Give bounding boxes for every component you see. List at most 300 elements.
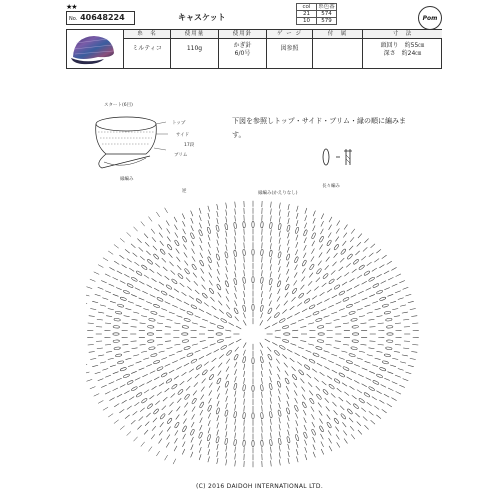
stitch-mark (159, 383, 164, 386)
stitch-mark (353, 259, 359, 265)
stitch-mark (328, 360, 333, 362)
stitch-mark (312, 422, 315, 427)
stitch-mark (177, 389, 183, 395)
stitch-mark (150, 353, 157, 357)
stitch-mark (367, 312, 373, 313)
stitch-mark (288, 458, 289, 464)
hat-depth: 深さ 約24㎝ (383, 50, 422, 57)
stitch-mark (294, 383, 297, 388)
stitch-mark (271, 216, 272, 222)
stitch-mark (177, 351, 183, 353)
stitch-mark (119, 255, 124, 259)
stitch-mark (114, 318, 121, 321)
stitch-mark (379, 400, 384, 403)
stitch-mark (89, 351, 95, 352)
stitch-mark (176, 249, 180, 254)
stitch-mark (217, 325, 224, 329)
stitch-mark (235, 317, 239, 322)
stitch-mark (216, 436, 220, 443)
stitch-mark (184, 318, 191, 322)
stitch-mark (109, 382, 115, 384)
stitch-mark (177, 316, 183, 318)
stitch-mark (207, 434, 211, 441)
brim-stitch-mark (114, 420, 119, 424)
brim-stitch-mark (120, 426, 125, 430)
stitch-mark (229, 323, 234, 326)
stitch-mark (202, 285, 206, 290)
stitch-mark (106, 351, 112, 352)
stitch-mark (291, 367, 295, 371)
info-header-accessory: 付 属 (313, 30, 363, 39)
stitch-mark (122, 400, 127, 403)
stitch-mark (313, 218, 315, 224)
stitch-mark (226, 389, 228, 395)
stitch-mark (329, 217, 332, 222)
stitch-mark (226, 350, 232, 356)
stitch-mark (270, 236, 271, 242)
stitch-mark (325, 398, 329, 402)
stitch-mark (199, 440, 201, 446)
stitch-mark (379, 297, 386, 301)
stitch-mark (244, 270, 245, 276)
stitch-mark (208, 330, 214, 331)
stitch-mark (207, 405, 212, 412)
stitch-mark (350, 426, 354, 431)
stitch-mark (294, 272, 297, 277)
stitch-mark (200, 410, 203, 415)
stitch-mark (122, 323, 128, 324)
stitch-mark (351, 318, 358, 321)
label-brim: ブリム (174, 153, 188, 158)
stitch-mark (309, 304, 316, 309)
stitch-mark (260, 305, 264, 312)
stitch-mark (286, 225, 290, 232)
stitch-mark (282, 339, 289, 343)
stitch-mark (127, 380, 134, 385)
stitch-mark (336, 364, 341, 366)
hat-photo (68, 31, 118, 67)
stitch-mark (290, 358, 295, 362)
stitch-mark (406, 294, 412, 296)
stitch-mark (147, 333, 153, 335)
stitch-mark (153, 246, 157, 250)
stitch-mark (287, 316, 292, 319)
stitch-mark (277, 296, 280, 301)
stitch-mark (167, 435, 170, 440)
stitch-mark (147, 325, 154, 328)
stitch-mark (331, 312, 337, 314)
stitch-mark (375, 358, 381, 359)
stitch-mark (235, 419, 236, 425)
stitch-mark (95, 294, 101, 296)
pattern-number-prefix: No. (69, 16, 78, 22)
stitch-mark (261, 440, 264, 447)
stitch-mark (196, 364, 203, 370)
stitch-mark (343, 297, 350, 302)
stitch-mark (327, 376, 332, 379)
stitch-mark (153, 418, 157, 422)
stitch-mark (298, 347, 304, 349)
stitch-mark (267, 308, 272, 315)
stitch-mark (163, 267, 167, 271)
stitch-mark (142, 291, 147, 294)
stitch-mark (288, 444, 289, 450)
stitch-mark (243, 249, 246, 256)
stitch-mark (279, 345, 286, 350)
stitch-mark (341, 351, 347, 352)
stitch-mark (282, 354, 286, 358)
stitch-mark (204, 362, 209, 366)
stitch-mark (279, 238, 280, 244)
stitch-mark (342, 241, 346, 246)
stitch-mark (269, 439, 272, 446)
stitch-mark (131, 386, 138, 391)
stitch-mark (218, 301, 222, 306)
stitch-mark (334, 244, 340, 251)
stitch-mark (368, 386, 375, 391)
stitch-mark (329, 446, 332, 451)
stitch-mark (193, 391, 197, 396)
stitch-mark (180, 309, 186, 311)
stitch-mark (282, 325, 289, 329)
brim-stitch-mark (141, 222, 145, 227)
stitch-mark (210, 343, 216, 345)
brim-stitch-mark (156, 212, 159, 217)
stitch-mark (275, 337, 281, 338)
stitch-mark (200, 326, 206, 327)
stitch-mark (351, 229, 355, 234)
stitch-mark (277, 366, 280, 371)
stitch-mark (137, 239, 141, 243)
stitch-mark (260, 356, 264, 363)
stitch-mark (277, 381, 282, 388)
stitch-mark (192, 414, 195, 419)
stitch-mark (322, 273, 328, 279)
yarn-color-number: 579 (317, 18, 337, 25)
stitch-mark (192, 344, 198, 345)
stitch-mark (316, 278, 320, 282)
stitch-mark (269, 250, 272, 257)
stitch-mark (235, 236, 236, 242)
stitch-mark (372, 283, 379, 288)
stitch-mark (284, 284, 289, 291)
stitch-mark (322, 381, 327, 385)
stitch-mark (209, 280, 212, 285)
stitch-mark (105, 391, 110, 394)
stitch-mark (319, 425, 324, 432)
stitch-mark (284, 378, 289, 385)
stitch-mark (311, 232, 316, 239)
stitch-mark (235, 362, 237, 367)
stitch-mark (387, 261, 392, 264)
stitch-mark (175, 232, 178, 237)
stitch-mark (199, 447, 201, 453)
stitch-mark (182, 214, 185, 219)
stitch-mark (89, 316, 95, 317)
stitch-mark (342, 422, 346, 427)
stitch-mark (296, 213, 298, 219)
stitch-mark (343, 430, 347, 435)
stitch-mark (124, 351, 130, 352)
stitch-mark (286, 436, 290, 443)
stitch-mark (305, 208, 307, 214)
stitch-mark (296, 206, 298, 212)
stitch-mark (387, 294, 393, 296)
stitch-mark (182, 425, 187, 432)
stitch-mark (378, 344, 384, 345)
stitch-mark (374, 259, 379, 263)
stitch-mark (362, 384, 367, 387)
stitch-mark (307, 374, 311, 378)
label-reverse: 逆 (182, 189, 187, 194)
stitch-mark (322, 389, 328, 395)
brim-stitch-mark (120, 238, 125, 242)
stitch-mark (149, 346, 156, 349)
stitch-mark (352, 325, 359, 328)
stitch-mark (269, 362, 271, 367)
stitch-mark (317, 302, 322, 305)
stitch-mark (325, 265, 329, 269)
stitch-mark (355, 413, 359, 417)
stitch-mark (200, 253, 203, 258)
stitch-mark (216, 254, 220, 261)
stitch-mark (153, 360, 160, 364)
stitch-mark (192, 249, 195, 254)
stitch-mark (236, 326, 241, 329)
stitch-mark (358, 234, 362, 239)
stitch-mark (131, 420, 135, 424)
stitch-mark (176, 257, 180, 262)
stitch-mark (305, 454, 307, 460)
stitch-mark (140, 344, 146, 345)
stitch-mark (306, 316, 312, 318)
stitch-mark (116, 287, 122, 289)
stitch-mark (262, 392, 263, 398)
stitch-mark (399, 385, 404, 387)
stitch-mark (321, 214, 324, 219)
stitch-mark (372, 380, 379, 385)
stitch-mark (171, 393, 175, 397)
stitch-mark (290, 306, 295, 310)
stitch-mark (269, 301, 271, 306)
stitch-mark (217, 423, 219, 429)
brim-stitch-mark (94, 272, 99, 275)
stitch-mark (305, 447, 307, 453)
stitch-mark (261, 364, 262, 370)
stitch-mark (224, 438, 228, 445)
label-side: サイド (176, 133, 190, 138)
stitch-mark (229, 342, 234, 345)
stitch-mark (209, 265, 212, 270)
stitch-mark (108, 358, 114, 359)
stitch-mark (195, 290, 199, 294)
stitch-mark (117, 394, 122, 397)
stitch-mark (372, 365, 378, 367)
stitch-mark (387, 404, 392, 407)
stitch-mark (270, 398, 271, 404)
stitch-mark (109, 284, 115, 286)
stitch-mark (326, 422, 332, 429)
stitch-mark (332, 370, 337, 373)
stitch-mark (328, 278, 334, 284)
stitch-mark (252, 413, 254, 419)
stitch-mark (252, 277, 254, 283)
stitch-mark (226, 245, 227, 251)
stitch-mark (109, 398, 114, 401)
stitch-mark (351, 371, 356, 374)
stitch-mark (303, 410, 306, 415)
stitch-mark (174, 289, 179, 292)
stitch-mark (182, 325, 189, 328)
stitch-mark (235, 426, 236, 432)
stitch-mark (334, 410, 338, 415)
stitch-mark (196, 298, 203, 304)
stitch-mark (167, 348, 173, 349)
stitch-mark (186, 386, 190, 390)
stitch-mark (235, 405, 236, 411)
stitch-mark (358, 374, 363, 377)
stitch-mark (359, 351, 365, 352)
stitch-mark (308, 281, 312, 285)
stitch-mark (226, 210, 227, 216)
stitch-mark (186, 278, 190, 282)
stitch-mark (217, 232, 219, 238)
stitch-mark (269, 278, 273, 285)
stitch-mark (312, 369, 317, 373)
stitch-mark (100, 362, 106, 363)
stitch-mark (279, 417, 280, 423)
stitch-mark (219, 354, 223, 358)
stitch-mark (337, 388, 342, 392)
stitch-mark (350, 237, 354, 242)
stitch-mark (235, 243, 236, 249)
stitch-mark (117, 271, 122, 274)
stitch-mark (220, 345, 227, 350)
stitch-mark (347, 253, 353, 259)
stitch-mark (339, 358, 345, 360)
stitch-mark (321, 221, 324, 226)
stitch-mark (346, 360, 353, 364)
stitch-mark (390, 301, 396, 303)
stitch-mark (153, 253, 159, 259)
stitch-mark (191, 444, 193, 450)
stitch-mark (337, 442, 340, 447)
stitch-mark (141, 398, 148, 404)
stitch-mark (101, 385, 106, 387)
stitch-mark (304, 298, 311, 304)
stitch-mark (267, 347, 271, 352)
stitch-mark (365, 305, 371, 307)
stitch-mark (171, 278, 177, 284)
stitch-mark (97, 348, 103, 349)
stitch-mark (113, 325, 120, 328)
stitch-mark (270, 243, 271, 249)
stitch-mark (309, 273, 313, 278)
stitch-mark (98, 287, 104, 289)
stitch-mark (216, 378, 221, 385)
stitch-mark (399, 280, 404, 282)
brim-stitch-mark (94, 394, 99, 397)
stitch-mark (191, 452, 193, 458)
stitch-mark (199, 356, 204, 359)
stitch-mark (279, 445, 280, 451)
stitch-mark (300, 341, 306, 342)
stitch-mark (110, 365, 116, 367)
stitch-mark (332, 262, 336, 266)
stitch-mark (144, 430, 148, 435)
stitch-mark (362, 298, 368, 300)
stitch-mark (381, 281, 386, 284)
stitch-mark (334, 284, 341, 290)
stitch-mark (202, 292, 208, 298)
stitch-mark (208, 213, 210, 219)
stitch-mark (187, 311, 194, 316)
stitch-mark (318, 403, 322, 408)
stitch-mark (390, 365, 396, 367)
stitch-mark (277, 280, 282, 287)
stitch-mark (288, 451, 289, 457)
stitch-mark (278, 389, 280, 395)
stitch-mark (270, 405, 271, 411)
stitch-mark (296, 442, 298, 448)
stitch-mark (174, 376, 179, 379)
stitch-mark (292, 337, 298, 338)
stitch-mark (411, 351, 417, 352)
stitch-mark (270, 391, 271, 397)
stitch-mark (225, 330, 231, 331)
stitch-mark (243, 313, 245, 319)
stitch-mark (369, 411, 374, 415)
stitch-mark (167, 228, 170, 233)
stitch-mark (319, 411, 322, 416)
stitch-mark (184, 252, 187, 257)
stitch-mark (193, 273, 197, 278)
stitch-mark (379, 367, 386, 371)
stitch-mark (287, 269, 289, 274)
stitch-mark (243, 343, 246, 348)
stitch-mark (394, 351, 400, 352)
stitch-mark (261, 371, 262, 377)
stitch-mark (208, 235, 210, 241)
stitch-mark (296, 449, 298, 455)
stitch-mark (372, 397, 377, 400)
stitch-mark (269, 383, 273, 390)
stitch-mark (398, 298, 404, 300)
stitch-mark (184, 411, 187, 416)
stitch-mark (305, 223, 307, 229)
stitch-mark (371, 420, 375, 424)
stitch-mark (271, 209, 272, 215)
stitch-mark (135, 288, 140, 291)
stitch-mark (218, 371, 221, 376)
stitch-mark (131, 371, 137, 373)
stitch-mark (235, 347, 239, 352)
stitch-mark (109, 267, 114, 270)
stitch-mark (354, 285, 359, 288)
stitch-mark (326, 344, 332, 345)
stitch-mark (400, 362, 406, 363)
stitch-mark (125, 249, 130, 253)
stitch-mark (314, 378, 318, 382)
stitch-mark (292, 330, 298, 331)
brim-stitch-mark (86, 294, 89, 296)
stitch-mark (279, 431, 280, 437)
stitch-mark (286, 408, 290, 415)
stitch-mark (340, 413, 346, 419)
stitch-mark (132, 348, 138, 349)
stitch-mark (90, 308, 96, 309)
stitch-mark (117, 304, 124, 308)
